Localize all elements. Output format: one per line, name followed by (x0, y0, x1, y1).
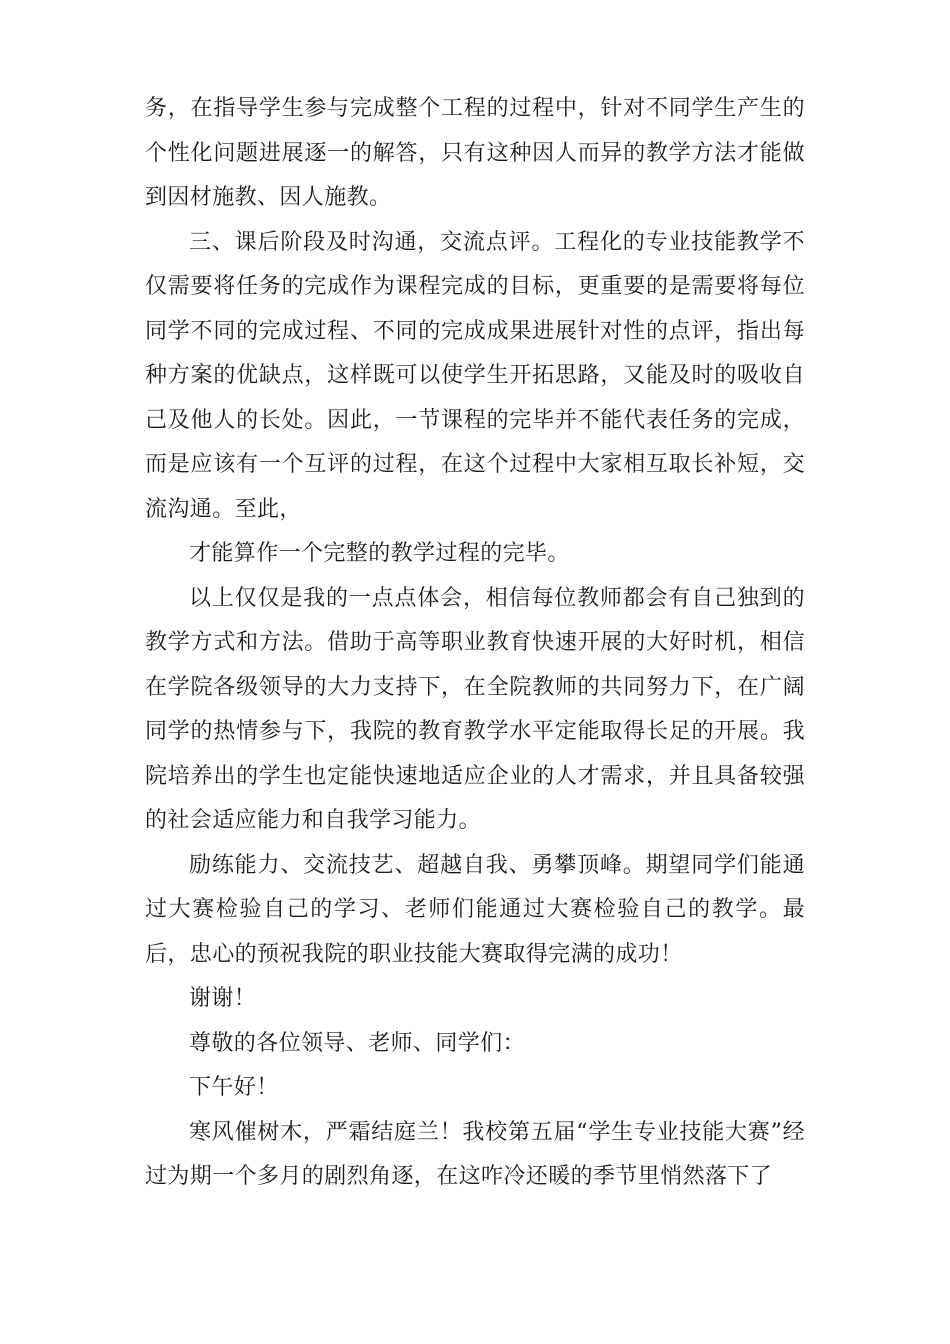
paragraph-2: 三、课后阶段及时沟通，交流点评。工程化的专业技能教学不仅需要将任务的完成作为课程完成的目标，更重要的是需要将每位同学不同的完成过程、不同的完成成果进展针对性的点评，指出每种方案的优缺点，这样既可以使学生开拓思路，又能及时的吸收自己及他人的长处。因此，一节课程的完毕并不能代表任务的完成，而是应该有一个互评的过程，在这个过程中大家相互取长补短，交流沟通。至此， (145, 229, 805, 522)
paragraph-1: 务，在指导学生参与完成整个工程的过程中，针对不同学生产生的个性化问题进展逐一的解答，只有这种因人而异的教学方法才能做到因材施教、因人施教。 (145, 96, 805, 210)
paragraph-9: 寒风催树木，严霜结庭兰！我校第五届“学生专业技能大赛”经过为期一个多月的剧烈角逐，在这咋冷还暖的季节里悄然落下了 (145, 1119, 805, 1189)
paragraph-5: 励练能力、交流技艺、超越自我、勇攀顶峰。期望同学们能通过大赛检验自己的学习、老师们能通过大赛检验自己的教学。最后，忠心的预祝我院的职业技能大赛取得完满的成功！ (145, 852, 805, 967)
paragraph-8: 下午好！ (189, 1075, 279, 1100)
document-body (145, 87, 805, 1200)
paragraph-3: 才能算作一个完整的教学过程的完毕。 (189, 541, 570, 566)
paragraph-7: 尊敬的各位领导、老师、同学们： (189, 1030, 526, 1056)
paragraph-6: 谢谢！ (189, 986, 257, 1011)
paragraph-4: 以上仅仅是我的一点点体会，相信每位教师都会有自己独到的教学方式和方法。借助于高等职业教育快速开展的大好时机，相信在学院各级领导的大力支持下，在全院教师的共同努力下，在广阔同学的热情参与下，我院的教育教学水平定能取得长足的开展。我院培养出的学生也定能快速地适应企业的人才需求，并且具备较强的社会适应能力和自我学习能力。 (145, 585, 805, 833)
